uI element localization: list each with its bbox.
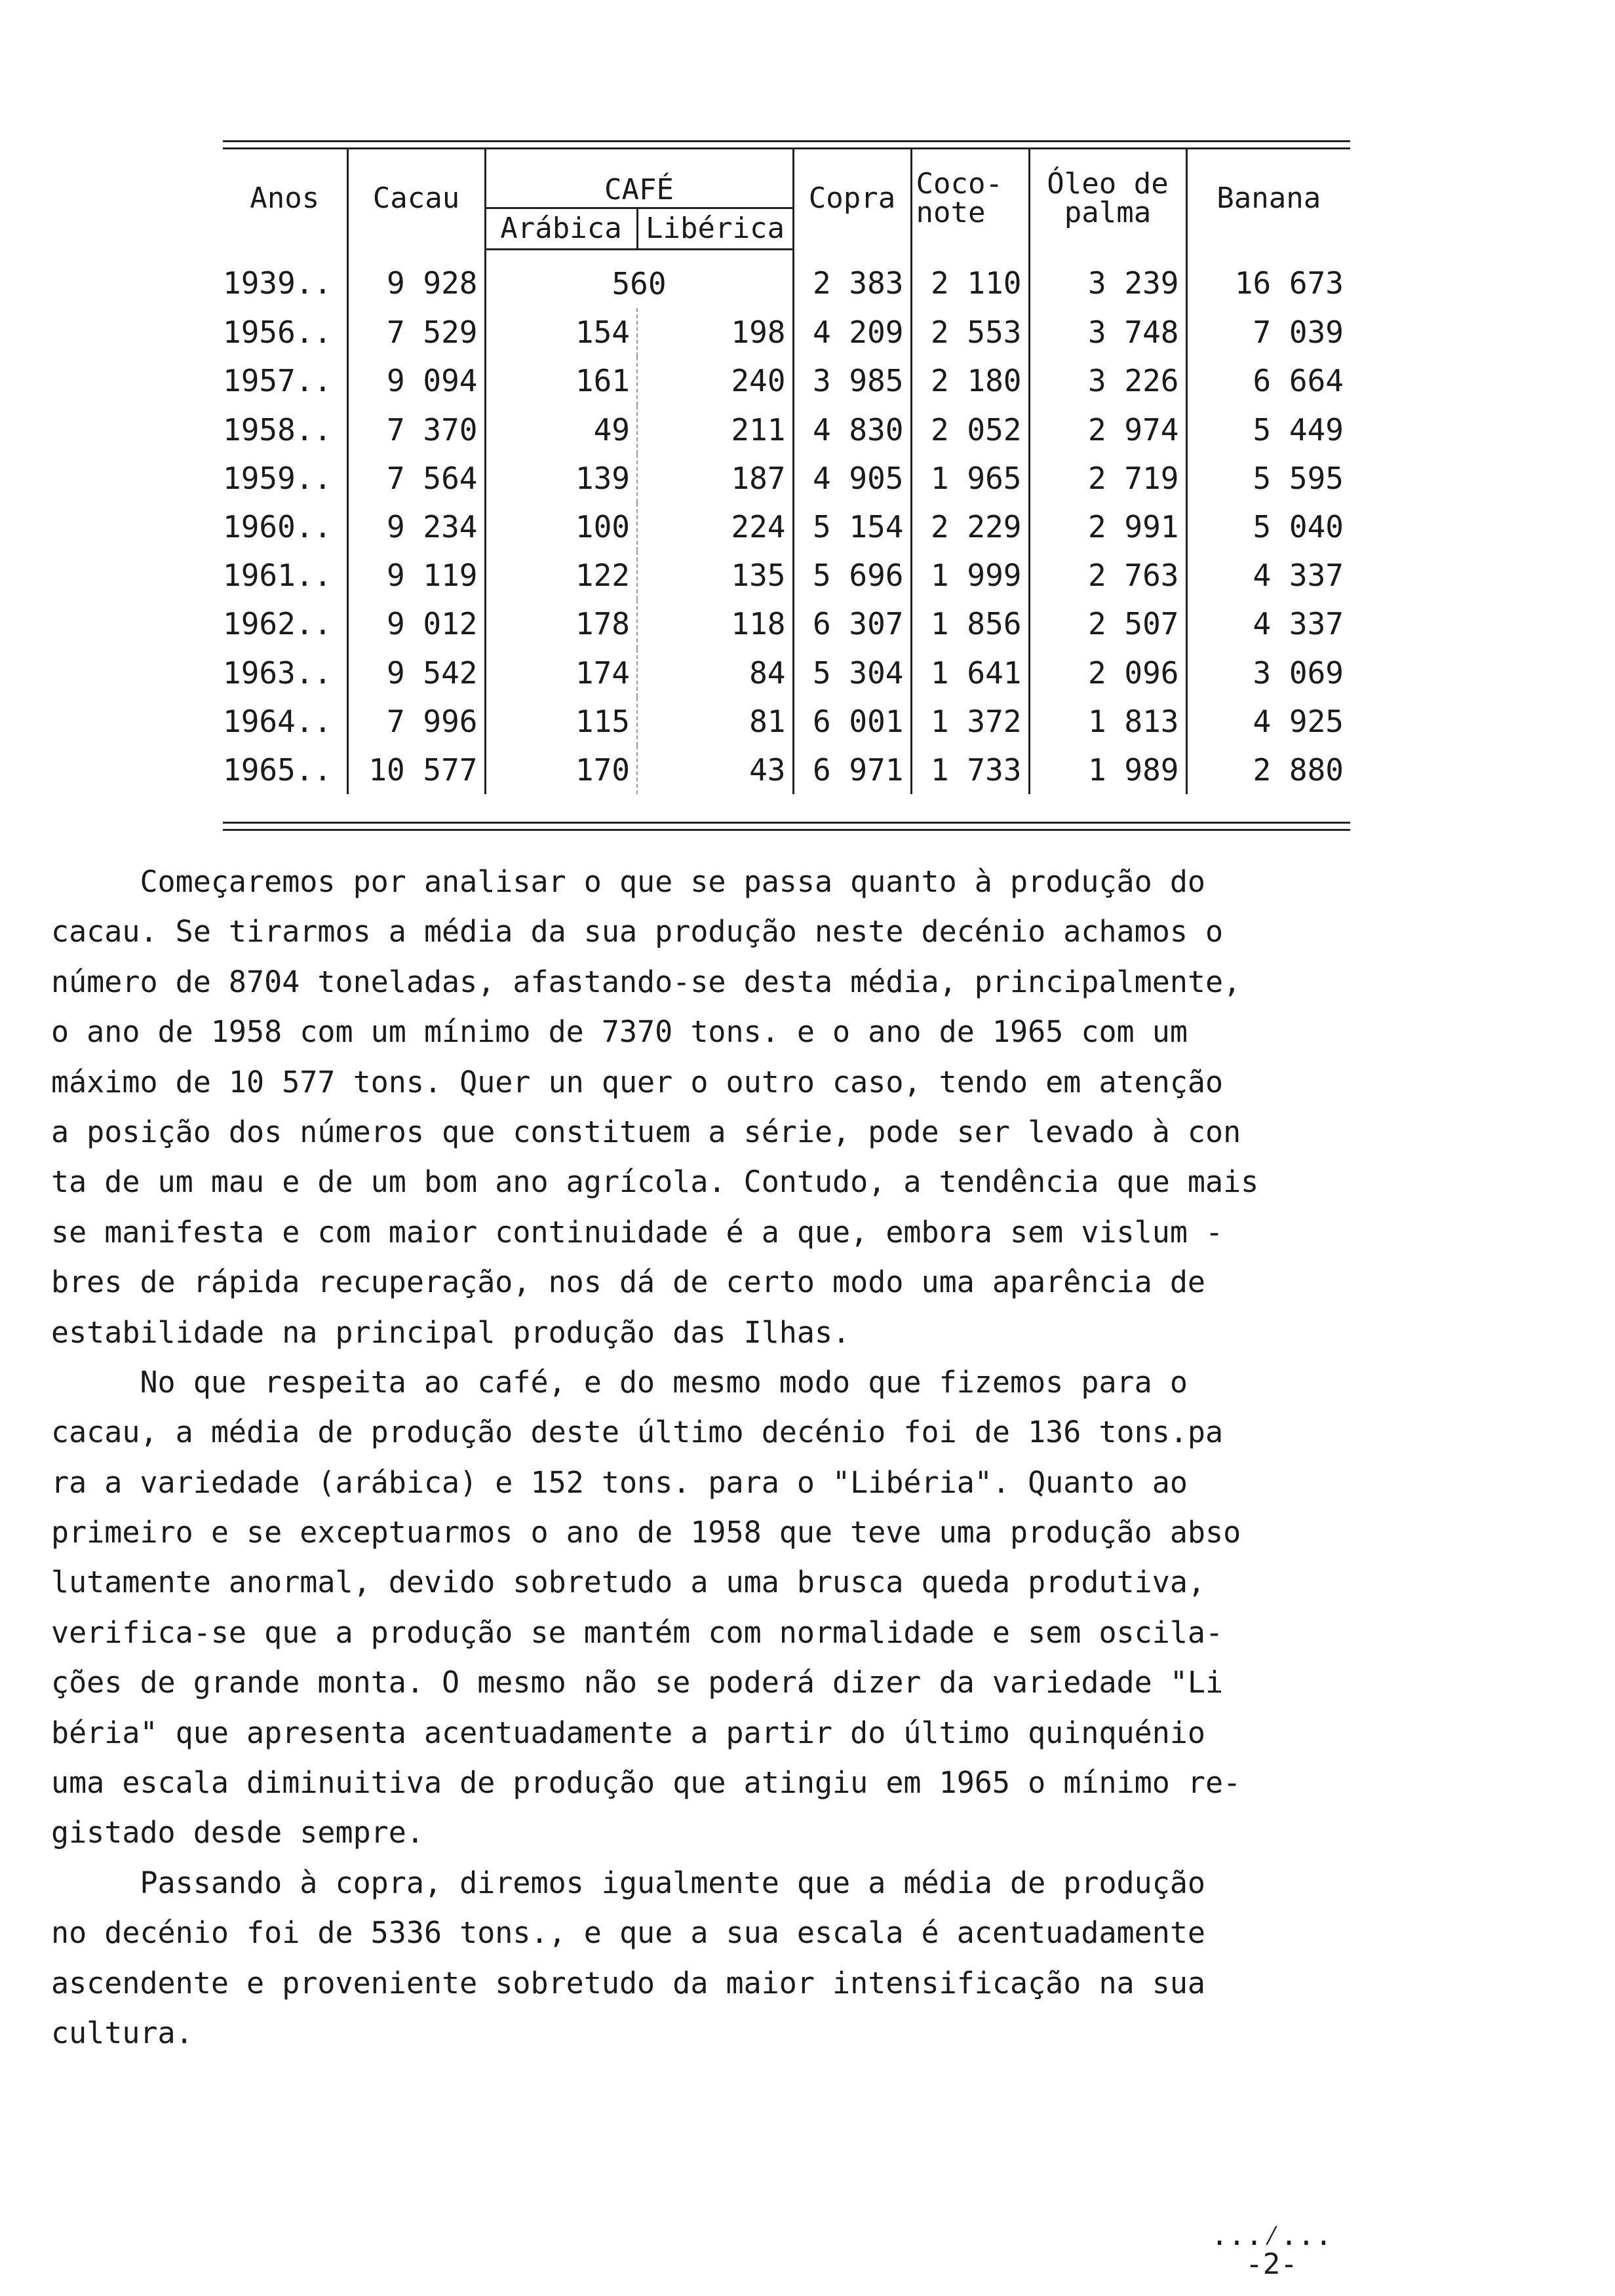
production-table [223,148,1350,794]
cell-cacau: 9 012 [347,600,485,648]
table-row [223,308,1350,356]
cell-banana: 3 069 [1186,649,1350,697]
cell-oleo: 2 974 [1029,406,1186,454]
cell-ano: 1957.. [223,363,332,399]
text-line: Começaremos por analisar o que se passa quanto à produção do [51,864,1205,899]
text-line: ções de grande monta. O mesmo não se poderá dizer da variedade "Li [51,1665,1224,1700]
header-coconote [911,148,1029,250]
text-line: se manifesta e com maior continuidade é a que, embora sem vislum - [51,1214,1224,1250]
table-row [223,600,1350,648]
cell-oleo: 1 989 [1029,746,1186,794]
cell-oleo: 3 226 [1029,356,1186,405]
continuation-mark: ...⁄... [1211,2219,1333,2252]
text-line: estabilidade na principal produção das Ilhas. [51,1314,851,1350]
cell-copra: 4 209 [793,308,911,356]
cell-ano: 1962.. [223,606,332,642]
cell-ano: 1939.. [223,265,332,301]
cell-banana: 16 673 [1186,250,1350,309]
cell-copra: 4 830 [793,406,911,454]
cell-oleo: 1 813 [1029,697,1186,746]
cell-cacau: 7 370 [347,406,485,454]
cell-ano: 1959.. [223,460,332,496]
cell-liberica: 224 [731,509,786,545]
cell-oleo: 2 096 [1029,649,1186,697]
text-line: lutamente anormal, devido sobretudo a uma brusca queda produtiva, [51,1565,1205,1600]
cell-ano: 1961.. [223,558,332,594]
table-row [223,250,1350,309]
table-body [223,250,1350,795]
cell-arabica: 178 [485,600,637,648]
cell-cafe-total: 560 [485,250,793,309]
table-row [223,406,1350,454]
table-row [223,503,1350,551]
header-copra: Copra [793,148,911,250]
cell-liberica: 84 [749,655,786,691]
cell-arabica: 174 [485,649,637,697]
cell-arabica: 115 [485,697,637,746]
cell-coconote: 1 641 [911,649,1029,697]
text-line: verifica-se que a produção se mantém com normalidade e sem oscila- [51,1615,1224,1650]
cell-banana: 5 595 [1186,454,1350,503]
table-row [223,697,1350,746]
cell-liberica: 43 [749,752,786,788]
body-text [51,857,1375,2058]
text-line: número de 8704 toneladas, afastando-se desta média, principalmente, [51,964,1241,999]
cell-cacau: 7 996 [347,697,485,746]
page-number: -2- [1245,2248,1298,2281]
cell-arabica: 49 [485,406,637,454]
text-line: no decénio foi de 5336 tons., e que a sua escala é acentuadamente [51,1915,1205,1951]
text-line: Passando à copra, diremos igualmente que a média de produção [51,1865,1205,1900]
cell-oleo: 3 239 [1029,250,1186,309]
table-row [223,746,1350,794]
cell-coconote: 2 180 [911,356,1029,405]
cell-banana: 4 337 [1186,551,1350,600]
cell-oleo: 2 991 [1029,503,1186,551]
cell-liberica: 81 [749,703,786,739]
header-arabica: Arábica [485,208,637,250]
cell-ano: 1960.. [223,509,332,545]
cell-oleo: 3 748 [1029,308,1186,356]
text-line: ta de um mau e de um bom ano agrícola. Contudo, a tendência que mais [51,1164,1259,1200]
cell-liberica: 135 [731,558,786,594]
cell-banana: 4 337 [1186,600,1350,648]
cell-banana: 7 039 [1186,308,1350,356]
cell-liberica: 187 [731,460,786,496]
cell-copra: 5 696 [793,551,911,600]
table-row [223,356,1350,405]
cell-cacau: 9 234 [347,503,485,551]
text-line: gistado desde sempre. [51,1815,424,1850]
cell-ano: 1964.. [223,703,332,739]
cell-coconote: 1 733 [911,746,1029,794]
cell-arabica: 122 [485,551,637,600]
cell-copra: 6 971 [793,746,911,794]
cell-coconote: 2 553 [911,308,1029,356]
cell-cacau: 7 564 [347,454,485,503]
cell-copra: 4 905 [793,454,911,503]
text-line: cacau, a média de produção deste último decénio foi de 136 tons.pa [51,1415,1224,1450]
cell-banana: 5 040 [1186,503,1350,551]
table-bottom-double-rule [223,822,1350,831]
cell-ano: 1963.. [223,655,332,691]
header-oleo-line1: Óleo de [1047,167,1169,201]
cell-arabica: 154 [485,308,637,356]
cell-coconote: 1 999 [911,551,1029,600]
header-coconote-line1: Coco- [916,167,1003,201]
cell-copra: 6 307 [793,600,911,648]
table-row [223,454,1350,503]
cell-banana: 6 664 [1186,356,1350,405]
header-coconote-line2: note [916,196,986,230]
cell-banana: 5 449 [1186,406,1350,454]
cell-banana: 4 925 [1186,697,1350,746]
cell-copra: 5 304 [793,649,911,697]
text-line: ra a variedade (arábica) e 152 tons. para o "Libéria". Quanto ao [51,1464,1188,1500]
header-anos: Anos [250,182,320,216]
cell-arabica: 100 [485,503,637,551]
text-line: cacau. Se tirarmos a média da sua produção neste decénio achamos o [51,914,1224,949]
cell-coconote: 2 110 [911,250,1029,309]
header-cacau: Cacau [347,148,485,250]
text-line: ascendente e proveniente sobretudo da maior intensificação na sua [51,1965,1205,2000]
table-row [223,551,1350,600]
cell-copra: 6 001 [793,697,911,746]
cell-arabica: 139 [485,454,637,503]
text-line: uma escala diminuitiva de produção que atingiu em 1965 o mínimo re- [51,1765,1241,1801]
text-line: béria" que apresenta acentuadamente a partir do último quinquénio [51,1715,1205,1750]
cell-liberica: 211 [731,411,786,448]
cell-liberica: 240 [731,363,786,399]
page-footer [1206,2221,1337,2279]
cell-coconote: 1 856 [911,600,1029,648]
cell-coconote: 1 372 [911,697,1029,746]
cell-coconote: 1 965 [911,454,1029,503]
cell-banana: 2 880 [1186,746,1350,794]
text-line: o ano de 1958 com um mínimo de 7370 tons. e o ano de 1965 com um [51,1014,1188,1050]
header-oleo [1029,148,1186,250]
header-oleo-line2: palma [1064,196,1152,230]
cell-ano: 1958.. [223,411,332,448]
cell-cacau: 9 119 [347,551,485,600]
table-row [223,649,1350,697]
cell-cacau: 9 542 [347,649,485,697]
cell-liberica: 118 [731,606,786,642]
cell-copra: 5 154 [793,503,911,551]
header-banana: Banana [1186,148,1350,250]
header-cafe: CAFÉ [485,148,793,208]
cell-oleo: 2 763 [1029,551,1186,600]
cell-ano: 1956.. [223,315,332,351]
text-line: primeiro e se exceptuarmos o ano de 1958 que teve uma produção abso [51,1515,1241,1550]
cell-cacau: 9 094 [347,356,485,405]
cell-liberica: 198 [731,315,786,351]
cell-copra: 3 985 [793,356,911,405]
cell-oleo: 2 719 [1029,454,1186,503]
cell-copra: 2 383 [793,250,911,309]
cell-coconote: 2 229 [911,503,1029,551]
cell-arabica: 170 [485,746,637,794]
text-line: a posição dos números que constituem a série, pode ser levado à con [51,1114,1241,1149]
cell-cacau: 7 529 [347,308,485,356]
text-line: No que respeita ao café, e do mesmo modo que fizemos para o [51,1364,1188,1400]
cell-cacau: 10 577 [347,746,485,794]
cell-cacau: 9 928 [347,250,485,309]
cell-coconote: 2 052 [911,406,1029,454]
cell-oleo: 2 507 [1029,600,1186,648]
header-liberica: Libérica [637,208,793,250]
cell-arabica: 161 [485,356,637,405]
cell-ano: 1965.. [223,752,332,788]
text-line: cultura. [51,2015,193,2050]
text-line: bres de rápida recuperação, nos dá de certo modo uma aparência de [51,1265,1205,1300]
text-line: máximo de 10 577 tons. Quer un quer o outro caso, tendo em atenção [51,1064,1224,1100]
